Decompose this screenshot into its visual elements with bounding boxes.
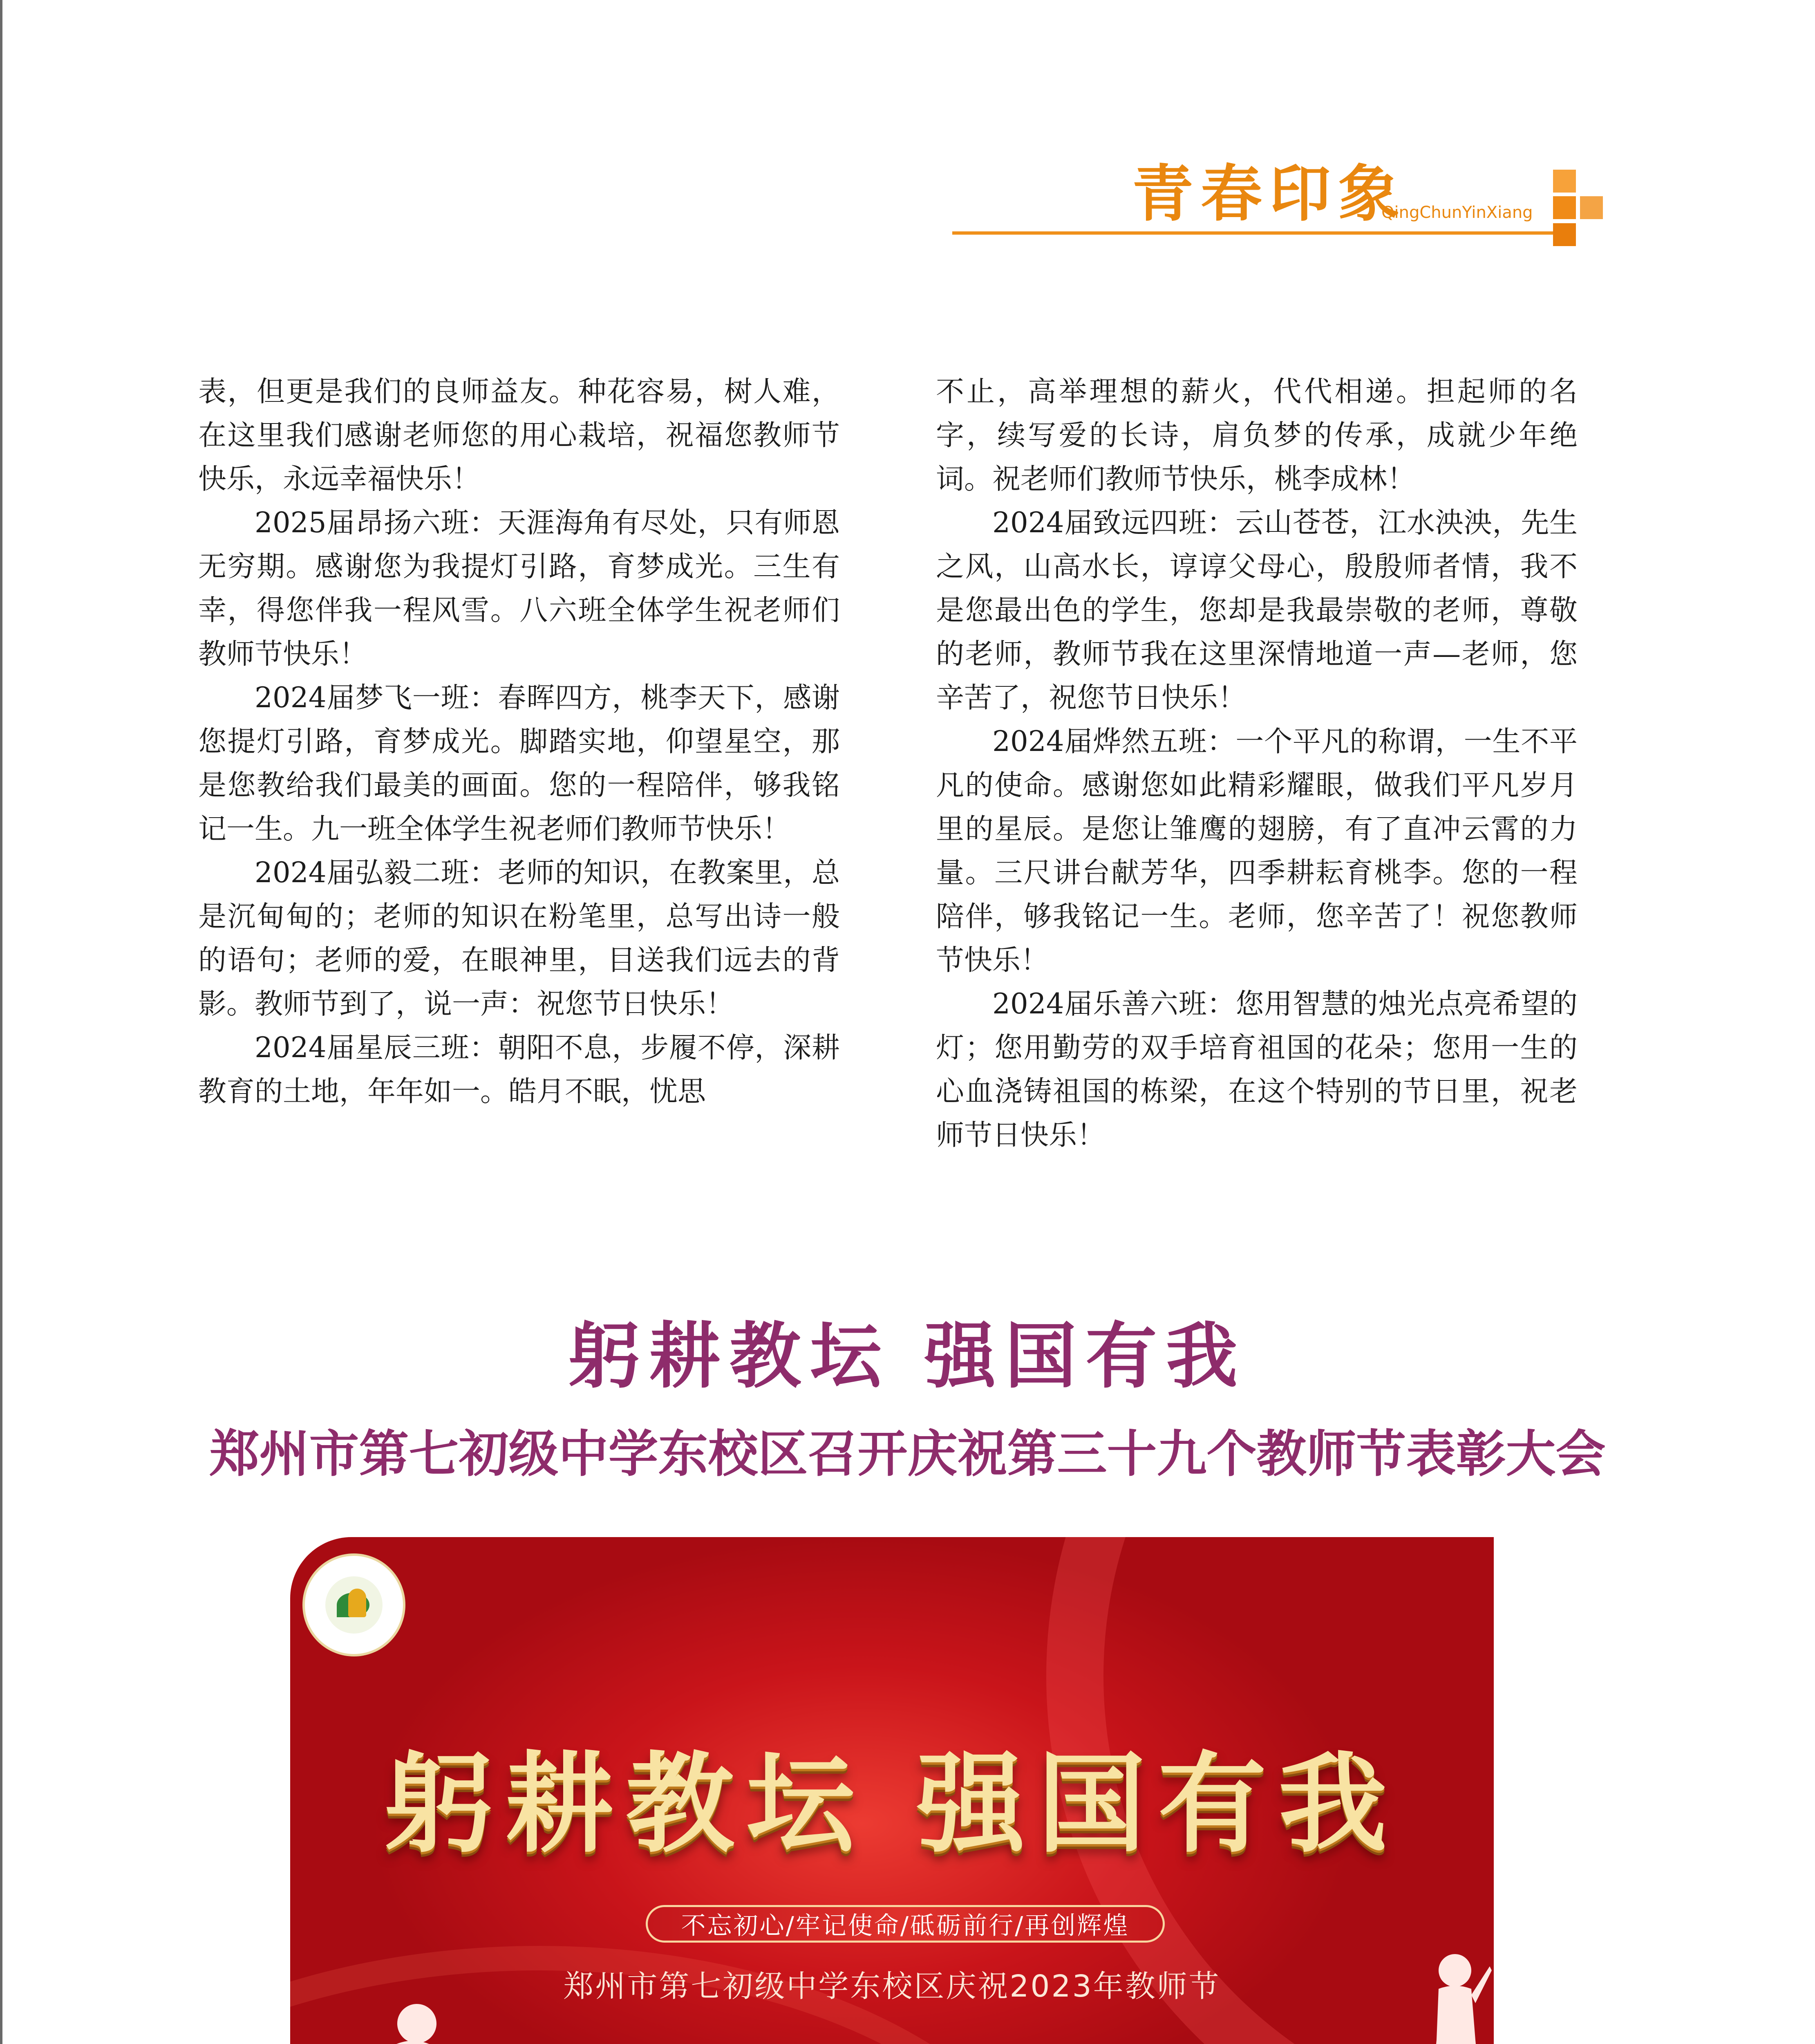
header-decoration-square xyxy=(1553,196,1576,219)
banner-slogan: 不忘初心/牢记使命/砥砺前行/再创辉煌 xyxy=(646,1905,1165,1943)
paragraph: 2024届烨然五班：一个平凡的称谓，一生不平凡的使命。感谢您如此精彩耀眼，做我们平凡岁月里的星辰。是您让雏鹰的翅膀，有了直冲云霄的力量。三尺讲台献芳华，四季耕耘育桃李。您的一程陪伴，够我铭记一生。老师，您辛苦了！祝您教师节快乐！ xyxy=(936,725,1578,977)
section-title: 青春印象 xyxy=(1132,159,1407,230)
banner-title: 躬耕教坛 强国有我 xyxy=(385,1740,1399,1867)
page-edge xyxy=(0,0,2,2044)
paragraph: 不止，高举理想的薪火，代代相递。担起师的名字，续写爱的长诗，肩负梦的传承，成就少年绝词。祝老师们教师节快乐，桃李成林！ xyxy=(936,375,1578,495)
header-rule xyxy=(952,231,1565,235)
article-subheadline: 郑州市第七初级中学东校区召开庆祝第三十九个教师节表彰大会 xyxy=(209,1424,1606,1483)
section-title-pinyin: QingChunYinXiang xyxy=(1381,203,1533,222)
event-banner-image xyxy=(290,1537,1494,2044)
text-column-right xyxy=(936,370,1578,1157)
article-headline: 躬耕教坛 强国有我 xyxy=(568,1314,1247,1398)
paragraph: 2024届乐善六班：您用智慧的烛光点亮希望的灯；您用勤劳的双手培育祖国的花朵；您用一生的心血浇铸祖国的栋梁，在这个特别的节日里，祝老师节日快乐！ xyxy=(936,988,1578,1152)
paragraph: 2024届致远四班：云山苍苍，江水泱泱，先生之风，山高水长，谆谆父母心，殷殷师者情，我不是您最出色的学生，您却是我最崇敬的老师，尊敬的老师，教师节我在这里深情地道一声—老师，您辛苦了，祝您节日快乐！ xyxy=(936,507,1578,714)
paragraph: 2024届星辰三班：朝阳不息，步履不停，深耕教育的土地，年年如一。皓月不眠，忧思 xyxy=(198,1031,840,1108)
school-logo xyxy=(302,1553,405,1656)
paragraph: 2025届昂扬六班：天涯海角有尽处，只有师恩无穷期。感谢您为我提灯引路，育梦成光。三生有幸，得您伴我一程风雪。八六班全体学生祝老师们教师节快乐！ xyxy=(198,507,840,670)
banner-subtitle: 郑州市第七初级中学东校区庆祝2023年教师节 xyxy=(563,1969,1221,2004)
paragraph: 2024届弘毅二班：老师的知识，在教案里，总是沉甸甸的；老师的知识在粉笔里，总写出诗一般的语句；老师的爱，在眼神里，目送我们远去的背影。教师节到了，说一声：祝您节日快乐！ xyxy=(198,856,840,1020)
text-column-left xyxy=(198,370,840,1114)
header-decoration-square xyxy=(1553,170,1576,193)
school-logo-emblem xyxy=(325,1576,383,1634)
teacher-silhouette-left xyxy=(372,1995,544,2044)
header-decoration-square xyxy=(1553,223,1576,246)
paragraph: 表，但更是我们的良师益友。种花容易，树人难，在这里我们感谢老师您的用心栽培，祝福您教师节快乐，永远幸福快乐！ xyxy=(198,375,840,495)
paragraph: 2024届梦飞一班：春晖四方，桃李天下，感谢您提灯引路，育梦成光。脚踏实地，仰望星空，那是您教给我们最美的画面。您的一程陪伴，够我铭记一生。九一班全体学生祝老师们教师节快乐！ xyxy=(198,681,840,845)
teacher-silhouette-right xyxy=(1418,1950,1492,2044)
header-decoration-square xyxy=(1580,196,1603,219)
